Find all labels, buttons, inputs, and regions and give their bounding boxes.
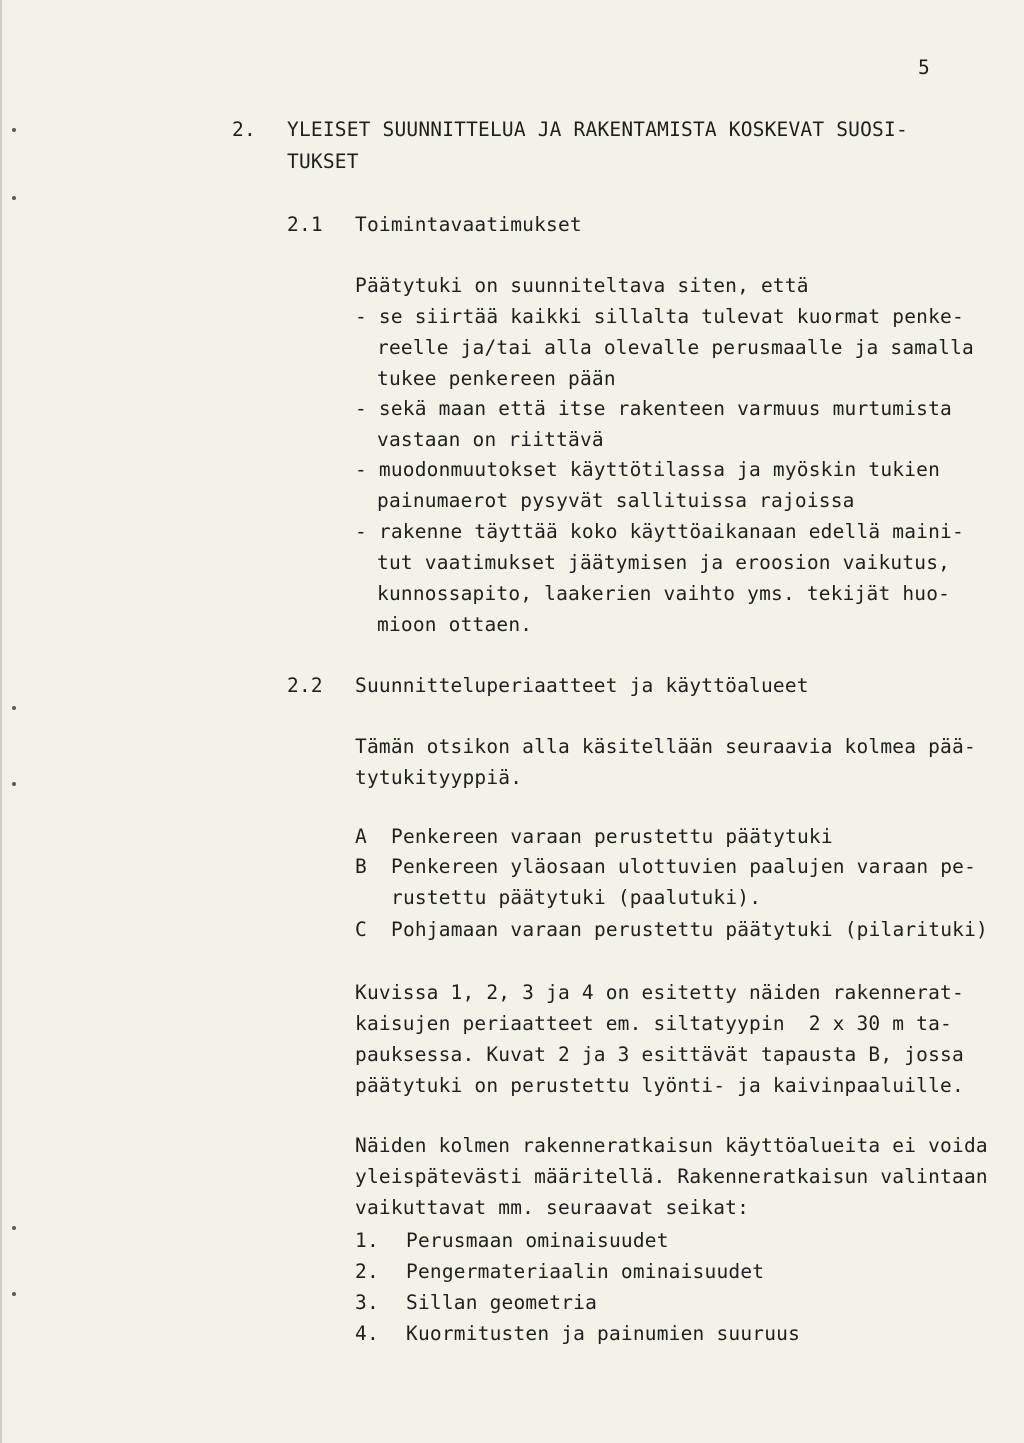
chapter-title-line2: TUKSET: [287, 150, 359, 173]
factor-number: 4.: [355, 1322, 379, 1345]
paragraph-line: päätytuki on perustettu lyönti- ja kaivinpaaluille.: [355, 1074, 964, 1097]
factor-number: 2.: [355, 1260, 379, 1283]
factor-number: 1.: [355, 1229, 379, 1252]
requirement-line: - rakenne täyttää koko käyttöaikanaan edellä maini-: [355, 520, 964, 543]
paragraph-line: Kuvissa 1, 2, 3 ja 4 on esitetty näiden rakennerat-: [355, 981, 964, 1004]
requirement-line: reelle ja/tai alla olevalle perusmaalle ja samalla: [377, 336, 974, 359]
paragraph-line: yleispätevästi määritellä. Rakenneratkaisun valintaan: [355, 1165, 988, 1188]
factor-text: Kuormitusten ja painumien suuruus: [406, 1322, 801, 1345]
page-number: 5: [918, 56, 930, 79]
requirement-line: tut vaatimukset jäätymisen ja eroosion vaikutus,: [377, 551, 951, 574]
type-letter: A: [355, 825, 367, 848]
scan-speck: [12, 196, 16, 200]
type-description: Penkereen varaan perustettu päätytuki: [391, 825, 833, 848]
section-2-1-title: Toimintavaatimukset: [355, 213, 582, 236]
section-2-1-number: 2.1: [287, 213, 323, 236]
paragraph-line: Tämän otsikon alla käsitellään seuraavia kolmea pää-: [355, 735, 976, 758]
requirement-line: mioon ottaen.: [377, 613, 533, 636]
requirement-line: kunnossapito, laakerien vaihto yms. tekijät huo-: [377, 582, 951, 605]
section-2-2-title: Suunnitteluperiaatteet ja käyttöalueet: [355, 674, 809, 697]
scan-speck: [12, 128, 16, 132]
type-letter: B: [355, 855, 367, 878]
section-2-1-intro: Päätytuki on suunniteltava siten, että: [355, 274, 809, 297]
type-letter: C: [355, 918, 367, 941]
requirement-line: painumaerot pysyvät sallituissa rajoissa: [377, 489, 855, 512]
chapter-title-line1: YLEISET SUUNNITTELUA JA RAKENTAMISTA KOSKEVAT SUOSI-: [287, 118, 908, 141]
requirement-line: - muodonmuutokset käyttötilassa ja myöskin tukien: [355, 458, 941, 481]
requirement-line: - se siirtää kaikki sillalta tulevat kuormat penke-: [355, 305, 964, 328]
factor-text: Perusmaan ominaisuudet: [406, 1229, 669, 1252]
chapter-number: 2.: [232, 118, 256, 141]
requirement-line: vastaan on riittävä: [377, 428, 604, 451]
factor-text: Sillan geometria: [406, 1291, 598, 1314]
paragraph-line: vaikuttavat mm. seuraavat seikat:: [355, 1196, 750, 1219]
page-edge-shadow: [0, 0, 2, 1443]
scan-speck: [12, 1226, 16, 1230]
type-description: Penkereen yläosaan ulottuvien paalujen varaan pe-: [391, 855, 977, 878]
paragraph-line: tytukityyppiä.: [355, 766, 523, 789]
section-2-2-number: 2.2: [287, 674, 323, 697]
type-description: Pohjamaan varaan perustettu päätytuki (pilarituki): [391, 918, 988, 941]
paragraph-line: pauksessa. Kuvat 2 ja 3 esittävät tapausta B, jossa: [355, 1043, 964, 1066]
paragraph-line: Näiden kolmen rakenneratkaisun käyttöalueita ei voida: [355, 1134, 988, 1157]
type-description: rustettu päätytuki (paalutuki).: [391, 886, 762, 909]
requirement-line: tukee penkereen pään: [377, 367, 616, 390]
requirement-line: - sekä maan että itse rakenteen varmuus murtumista: [355, 397, 952, 420]
paragraph-line: kaisujen periaatteet em. siltatyypin 2 x 30 m ta-: [355, 1012, 952, 1035]
factor-text: Pengermateriaalin ominaisuudet: [406, 1260, 765, 1283]
factor-number: 3.: [355, 1291, 379, 1314]
scan-speck: [12, 706, 16, 710]
scan-speck: [12, 782, 16, 786]
scan-speck: [12, 1292, 16, 1296]
